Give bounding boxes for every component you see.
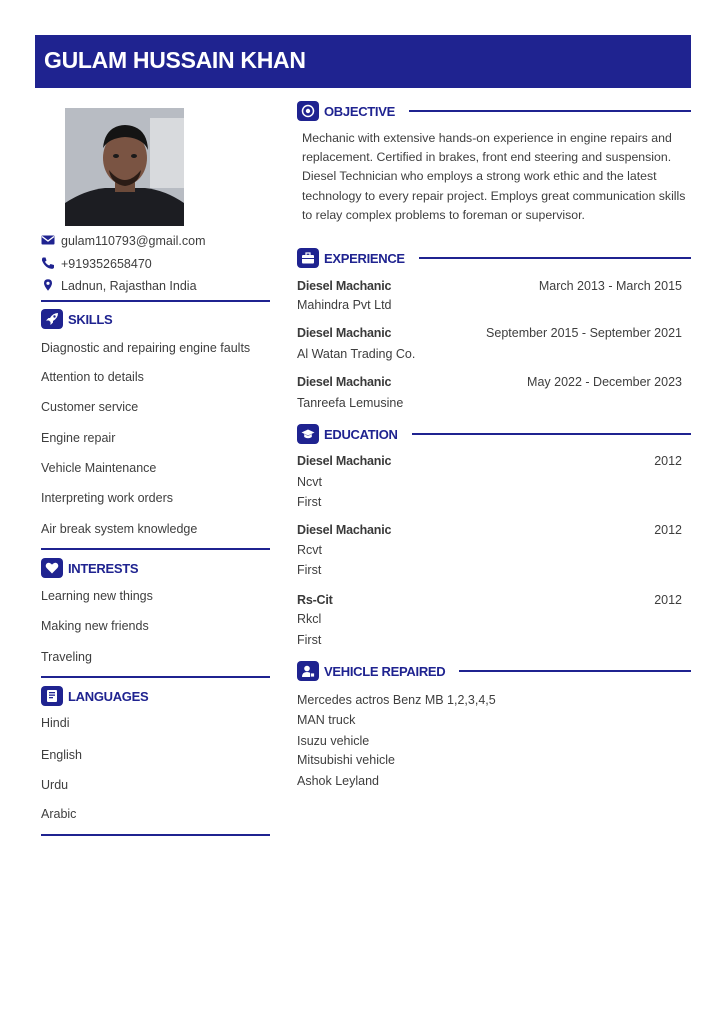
objective-heading — [297, 101, 691, 121]
education-degree: Diesel Machanic — [297, 523, 392, 537]
email-text: gulam110793@gmail.com — [61, 234, 206, 248]
education-heading — [297, 424, 691, 444]
contact-email[interactable] — [41, 234, 205, 248]
language-item: Urdu — [41, 778, 69, 792]
languages-title: LANGUAGES — [68, 688, 149, 704]
languages-heading — [41, 686, 148, 706]
section-rule — [459, 670, 691, 672]
language-item: English — [41, 748, 82, 762]
skill-item: Vehicle Maintenance — [41, 461, 157, 475]
phone-text: +919352658470 — [61, 257, 152, 271]
education-institution: Ncvt — [297, 475, 322, 489]
education-grade: First — [297, 495, 322, 509]
map-pin-icon — [41, 279, 55, 291]
experience-heading — [297, 248, 691, 268]
experience-role: Diesel Machanic — [297, 279, 392, 293]
divider — [41, 676, 270, 678]
skills-heading — [41, 309, 112, 329]
education-degree: Rs-Cit — [297, 593, 333, 607]
contact-phone[interactable] — [41, 257, 152, 271]
resume-header — [35, 35, 691, 88]
vehicle-item: MAN truck — [297, 713, 356, 727]
interest-item: Traveling — [41, 650, 92, 664]
experience-company: Al Watan Trading Co. — [297, 347, 416, 361]
experience-dates: September 2015 - September 2021 — [486, 326, 682, 340]
education-year: 2012 — [654, 523, 682, 537]
experience-role: Diesel Machanic — [297, 375, 392, 389]
rocket-icon — [41, 309, 63, 329]
book-icon — [41, 686, 63, 706]
skill-item: Air break system knowledge — [41, 522, 198, 536]
phone-icon — [41, 257, 55, 269]
divider — [41, 548, 270, 550]
envelope-icon — [41, 234, 55, 246]
language-item: Hindi — [41, 716, 70, 730]
section-rule — [409, 110, 691, 112]
education-grade: First — [297, 563, 322, 577]
divider — [41, 300, 270, 302]
interest-item: Learning new things — [41, 589, 153, 603]
vehicle-item: Mitsubishi vehicle — [297, 753, 395, 767]
section-rule — [412, 433, 691, 435]
education-title: EDUCATION — [324, 426, 398, 442]
vehicles-title: VEHICLE REPAIRED — [324, 663, 446, 679]
vehicle-item: Isuzu vehicle — [297, 734, 370, 748]
divider — [41, 834, 270, 836]
experience-dates: May 2022 - December 2023 — [527, 375, 682, 389]
experience-title: EXPERIENCE — [324, 250, 405, 266]
candidate-name: GULAM HUSSAIN KHAN — [44, 47, 306, 73]
contact-location — [41, 279, 197, 293]
education-year: 2012 — [654, 454, 682, 468]
vehicles-heading — [297, 661, 691, 681]
target-icon — [297, 101, 319, 121]
experience-role: Diesel Machanic — [297, 326, 392, 340]
education-institution: Rcvt — [297, 543, 322, 557]
skill-item: Diagnostic and repairing engine faults — [41, 341, 251, 355]
education-degree: Diesel Machanic — [297, 454, 392, 468]
interest-item: Making new friends — [41, 619, 149, 633]
skill-item: Engine repair — [41, 431, 116, 445]
skill-item: Interpreting work orders — [41, 491, 174, 505]
skill-item: Attention to details — [41, 370, 144, 384]
skills-title: SKILLS — [68, 311, 113, 327]
heart-icon — [41, 558, 63, 578]
skill-item: Customer service — [41, 400, 139, 414]
experience-company: Tanreefa Lemusine — [297, 396, 404, 410]
vehicle-item: Mercedes actros Benz MB 1,2,3,4,5 — [297, 693, 496, 707]
interests-title: INTERESTS — [68, 560, 139, 576]
section-rule — [419, 257, 691, 259]
education-grade: First — [297, 633, 322, 647]
briefcase-icon — [297, 248, 319, 268]
education-year: 2012 — [654, 593, 682, 607]
language-item: Arabic — [41, 807, 77, 821]
profile-photo — [65, 108, 184, 226]
location-text: Ladnun, Rajasthan India — [61, 279, 197, 293]
objective-title: OBJECTIVE — [324, 103, 395, 119]
experience-company: Mahindra Pvt Ltd — [297, 298, 392, 312]
education-institution: Rkcl — [297, 612, 322, 626]
interests-heading — [41, 558, 138, 578]
objective-text: Mechanic with extensive hands-on experience in engine repairs and replacement. Certified in brakes, front end steering and suspension. Diesel Technician who employs a strong work ethic and the latest technology to every repair project. Employs great communication skills to relay complex problems to foreman or supervisor. — [302, 131, 686, 222]
vehicle-item: Ashok Leyland — [297, 774, 380, 788]
user-badge-icon — [297, 661, 319, 681]
experience-dates: March 2013 - March 2015 — [538, 279, 682, 293]
graduation-cap-icon — [297, 424, 319, 444]
